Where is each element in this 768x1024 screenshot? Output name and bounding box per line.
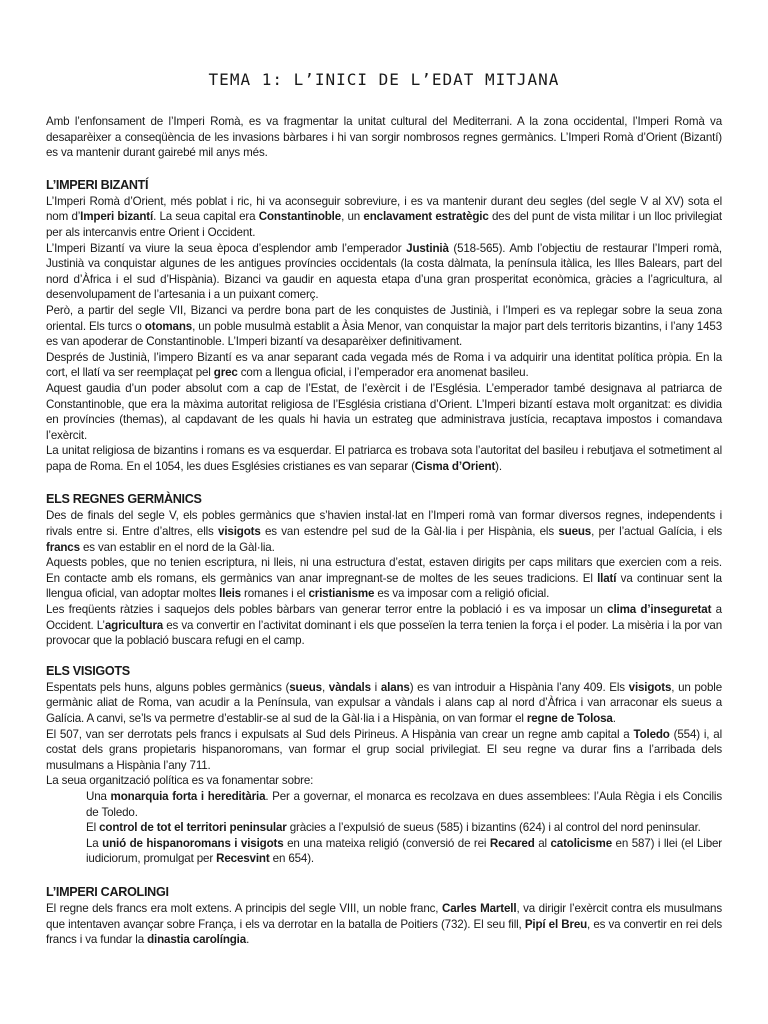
page-title: TEMA 1: L’INICI DE L’EDAT MITJANA (208, 70, 560, 89)
bold-term: visigots (218, 525, 261, 539)
section-imperi-bizanti (46, 177, 722, 475)
bold-term: Carles Martell (441, 901, 517, 915)
bold-term: otomans (144, 319, 193, 333)
bold-term: visigots (628, 680, 672, 694)
intro-paragraph: Amb l’enfonsament de l’Imperi Romà, es va fragmentar la unitat cultural del Mediterrani. A la zona occidental, l’Imperi Romà va desaparèixer a conseqüència de les invasions bàrbares i hi van sorgir nombrosos regnes germànics. L’Imperi Romà d’Orient (Bizantí) es va mantenir durant gairebé mil anys més. (46, 115, 722, 160)
bold-term: enclavament estratègic (363, 210, 489, 224)
bold-term: vàndals (328, 680, 371, 694)
bold-term: monarquia forta i hereditària (110, 789, 266, 803)
paragraph: Després de Justinià, l’impero Bizantí es va anar separant cada vegada més de Roma i va adquirir una identitat política pròpia. En la cort, el llatí va ser reemplaçat pel grec com a llengua oficial, i l’emperador era anomenat basileu. (46, 350, 722, 380)
section-imperi-carolingi (46, 884, 722, 948)
section-visigots (46, 663, 722, 867)
paragraph: Les freqüents ràtzies i saquejos dels pobles bàrbars van generar terror entre la població i es va imposar un clima d’inseguretat a Occident. L’agricultura es va convertir en l’activitat dominant i els que posseïen la terra tenien la força i el poder. La misèria i la por van provocar que la població buscara refugi en el camp. (46, 603, 723, 648)
bold-term: alans (380, 680, 410, 694)
bold-term: sueus (558, 525, 592, 539)
paragraph: La unitat religiosa de bizantins i romans es va esquerdar. El patriarca es trobava sota l’autoritat del basileu i rebutjava el sotmetiment al papa de Roma. En el 1054, les dues Esglésies cristianes es van separar (Cisma d’Orient). (46, 444, 722, 473)
bold-term: Recesvint (216, 852, 270, 866)
list-item: El control de tot el territori peninsular gràcies a l’expulsió de sueus (585) i bizantins (624) i al control del nord peninsular. (86, 821, 701, 835)
bold-term: agricultura (104, 618, 164, 632)
bold-term: unió de hispanoromans i visigots (102, 836, 284, 850)
bold-term: Cisma d’Orient (414, 459, 496, 473)
paragraph: L’Imperi Bizantí va viure la seua època d’esplendor amb l’emperador Justinià (518-565). Amb l’objectiu de restaurar l’Imperi romà, Justinià va conquistar algunes de les antigues províncies occidentals (la costa dàlmata, la península itàlica, les Illes Balears, part del nord d’Àfrica i el sud d’Hispània). Bizanci va gaudir en aquesta etapa d’una gran prosperitat econòmica, gràcies a l’agricultura, al desenvolupament de l’artesania i a un puixant comerç. (46, 241, 722, 302)
paragraph: Aquest gaudia d’un poder absolut com a cap de l’Estat, de l’exèrcit i de l’Església. L’emperador també designava al patriarca de Constantinoble, que era la màxima autoritat religiosa de l’Església cristiana d’Orient. L’Imperi bizantí estava molt organitzat: es dividia en províncies (themas), al capdavant de les quals hi havia un estrateg que administrava justícia, recaptava impostos i comandava l’exèrcit. (46, 381, 722, 442)
section-heading: L’IMPERI CAROLINGI (46, 884, 169, 899)
bold-term: Imperi bizantí (80, 210, 154, 224)
bold-term: lleis (219, 587, 241, 601)
bold-term: grec (213, 366, 238, 380)
paragraph: L’Imperi Romà d’Orient, més poblat i ric, hi va aconseguir sobreviure, i es va mantenir durant deu segles (del segle V al XV) sota el nom d’Imperi bizantí. La seua capital era Constantinoble, un enclavament estratègic des del punt de vista militar i un lloc privilegiat per als intercanvis entre Orient i Occident. (46, 194, 722, 239)
paragraph: Espentats pels huns, alguns pobles germànics (sueus, vàndals i alans) es van introduir a Hispània l’any 409. Els visigots, un poble germànic aliat de Roma, van acudir a la Península, van expulsar a vàndals i alans cap al nord d’Àfrica i van arraconar els sueus a Galícia. A canvi, se’ls va permetre d’establir-se al sud de la Gàl·lia i a Hispània, on van formar el regne de Tolosa. (46, 680, 723, 725)
section-heading: ELS VISIGOTS (46, 663, 130, 678)
paragraph: Des de finals del segle V, els pobles germànics que s’havien instal·lat en l’Imperi romà van formar diversos regnes, independents i rivals entre si. Entre d’altres, ells visigots es van estendre pel sud de la Gàl·lia i per Hispània, els sueus, per l’actual Galícia, i els francs es van establir en el nord de la Gàl·lia. (46, 509, 722, 554)
bold-term: Pipí el Breu (524, 917, 588, 931)
bold-term: cristianisme (308, 587, 375, 601)
paragraph: El regne dels francs era molt extens. A principis del segle VIII, un noble franc, Carles Martell, va dirigir l’exèrcit contra els musulmans que intentaven avançar sobre França, i els va derrotar en la batalla de Poitiers (732). El seu fill, Pipí el Breu, es va convertir en rei dels francs i va fundar la dinastia carolíngia. (46, 901, 722, 947)
bold-term: Constantinoble (258, 210, 342, 224)
bold-term: Justinià (406, 241, 449, 255)
bold-term: Toledo (633, 727, 670, 741)
bold-term: francs (46, 540, 80, 554)
list-item: Una monarquia forta i hereditària. Per a governar, el monarca es recolzava en dues assemblees: l’Aula Règia i els Concilis de Toledo. (86, 789, 722, 819)
paragraph: Però, a partir del segle VII, Bizanci va perdre bona part de les conquistes de Justinià, i l’Imperi es va replegar sobre la seua zona oriental. Els turcs o otomans, un poble musulmà establit a Àsia Menor, van conquistar la major part dels territoris bizantins, i l’any 1453 es van apoderar de Constantinoble. L’Imperi bizantí va desaparèixer definitivament. (46, 303, 722, 349)
bold-term: dinastia carolíngia (147, 933, 247, 947)
bold-term: sueus (289, 680, 322, 694)
bold-term: llatí (597, 571, 617, 585)
paragraph: El 507, van ser derrotats pels francs i expulsats al Sud dels Pirineus. A Hispània van crear un regne amb capital a Toledo (554) i, al costat dels grans propietaris hispanoromans, van formar el grup social privilegiat. El seu regne va durar fins a l’arribada dels musulmans a Hispània l’any 711. (46, 727, 723, 772)
bold-term: control de tot el territori peninsular (99, 821, 287, 835)
list-item: La unió de hispanoromans i visigots en una mateixa religió (conversió de rei Recared al catolicisme en 587) i llei (el Liber iudiciorum, promulgat per Recesvint en 654). (86, 836, 722, 866)
section-heading: L’IMPERI BIZANTÍ (46, 177, 149, 192)
paragraph: La seua organització política es va fonamentar sobre: (46, 774, 314, 788)
bold-term: Recared (489, 836, 535, 850)
bold-term: catolicisme (550, 836, 612, 850)
paragraph: Aquests pobles, que no tenien escriptura, ni lleis, ni una estructura d’estat, estaven dirigits per caps militars que exercien com a reis. En contacte amb els romans, els germànics van anar impregnant-se de moltes de les seues tradicions. El llatí va continuar sent la llengua oficial, van adoptar moltes lleis romanes i el cristianisme es va imposar com a religió oficial. (46, 556, 722, 601)
section-regnes-germanics (46, 491, 722, 648)
bold-term: clima d’inseguretat (607, 603, 712, 617)
section-heading: ELS REGNES GERMÀNICS (46, 492, 202, 507)
bold-term: regne de Tolosa (526, 712, 613, 725)
